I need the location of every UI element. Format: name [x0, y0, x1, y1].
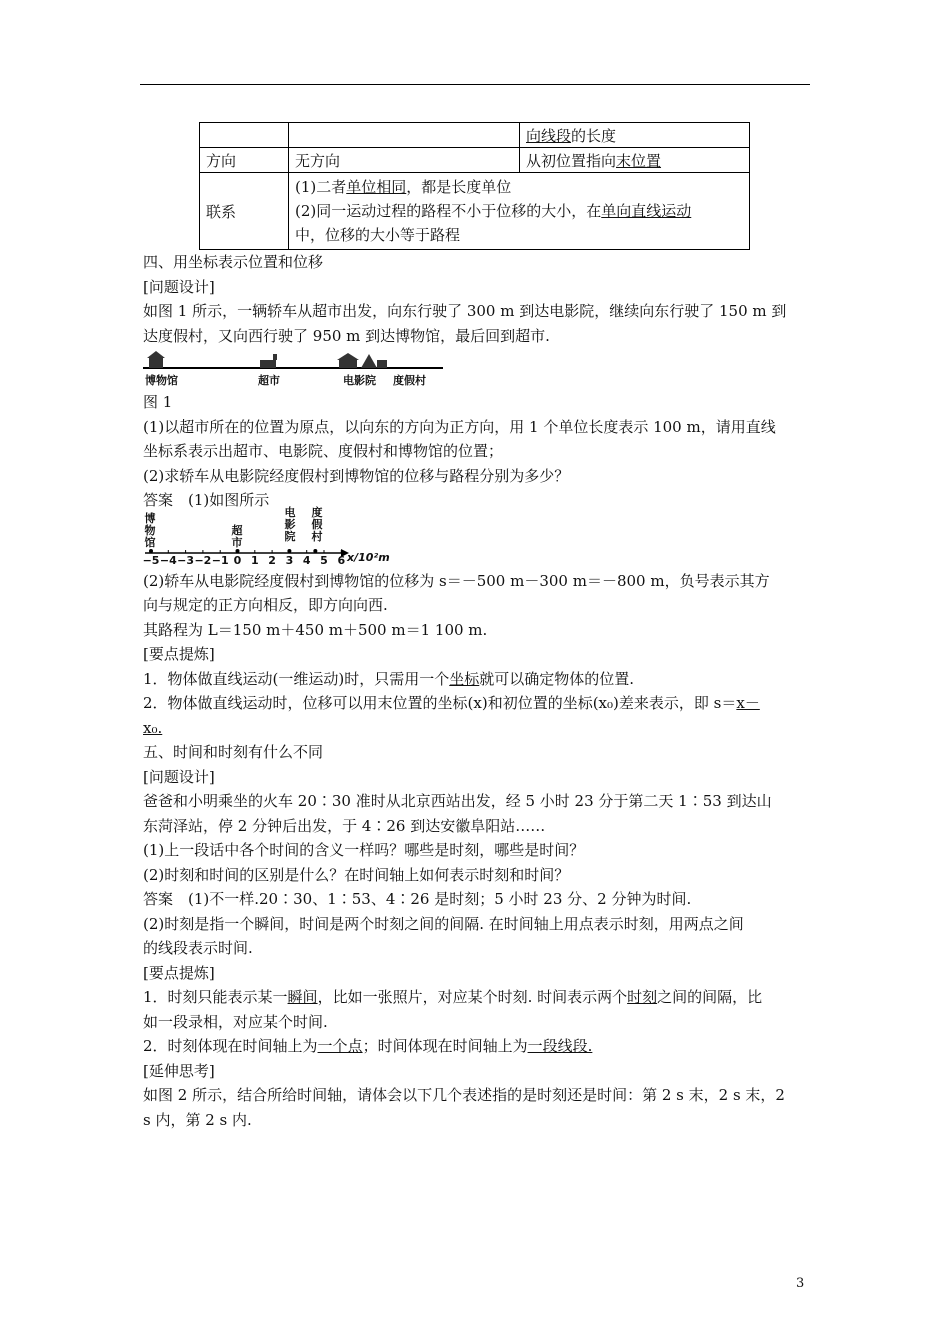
key-point [143, 691, 810, 716]
underlined-answer: x₀. [143, 718, 163, 737]
section-4-questions [143, 390, 810, 513]
subheading: [问题设计] [143, 277, 215, 296]
axis-tick-label: 1 [250, 553, 259, 567]
paragraph-line: 达度假村，又向西行驶了 950 m 到达博物馆，最后回到超市. [143, 326, 550, 345]
key-point [143, 985, 810, 1010]
underlined-answer: 末位置 [616, 151, 662, 170]
table-text: (2)同一运动过程的路程不小于位移的大小，在 [295, 202, 602, 220]
underlined-answer: 一个点 [317, 1037, 363, 1055]
table-row [200, 123, 750, 148]
answer-line: 的线段表示时间. [143, 939, 253, 957]
underlined-answer: 坐标 [449, 669, 480, 688]
underlined-answer: 向线段 [526, 126, 572, 145]
paragraph-line: (2)求轿车从电影院经度假村到博物馆的位移与路程分别为多少？ [143, 466, 570, 485]
table-text: (1)二者 [295, 178, 347, 196]
key-text: 2．时刻体现在时间轴上为 [143, 1037, 318, 1055]
table-text: 从初位置指向 [526, 151, 617, 170]
underlined-answer: 单位相同 [346, 178, 407, 196]
coordinate-axis-figure [142, 505, 810, 567]
answer-line: 向与规定的正方向相反，即方向向西. [143, 596, 388, 614]
axis-tick-label: −2 [194, 553, 212, 567]
table-cell [289, 173, 750, 250]
key-text: 就可以确定物体的位置. [479, 669, 635, 688]
subheading: [问题设计] [143, 767, 215, 786]
table-cell: 方向 [200, 148, 289, 173]
map-label-supermarket: 超市 [258, 374, 280, 387]
key-text: 2．物体做直线运动时，位移可以用末位置的坐标(x)和初位置的坐标(x₀)差来表示，即 s＝ [143, 694, 737, 712]
axis-tick-label: −5 [142, 553, 160, 567]
axis-tick-label: 0 [233, 553, 242, 567]
section-5 [143, 740, 810, 1132]
axis-tick-label: 3 [285, 553, 294, 567]
paragraph-line: (1)上一段话中各个时间的含义一样吗？哪些是时刻，哪些是时间？ [143, 841, 585, 859]
resort-icon [361, 354, 387, 368]
supermarket-icon [260, 354, 277, 368]
subheading: [延伸思考] [143, 1061, 215, 1080]
key-point [143, 716, 810, 741]
page-content [143, 122, 810, 1132]
table-text: 的长度 [571, 126, 617, 145]
axis-unit-label: x/10²m [347, 550, 390, 564]
map-label-museum: 博物馆 [145, 374, 178, 387]
paragraph-line: 爸爸和小明乘坐的火车 20∶30 准时从北京西站出发，经 5 小时 23 分于第二天 1∶53 到达山 [143, 792, 772, 810]
subheading: [要点提炼] [143, 645, 215, 663]
answer-line: (2)轿车从电影院经度假村到博物馆的位移为 s＝－500 m－300 m＝－800 m，负号表示其方 [143, 571, 770, 590]
section-4-answers [143, 569, 810, 741]
table-cell [289, 123, 520, 148]
table-text: ，都是长度单位 [406, 178, 512, 196]
axis-place-museum: 博 物 馆 [144, 511, 156, 549]
map-label-cinema: 电影院 [343, 374, 376, 387]
axis-place-cinema: 电 影 院 [284, 505, 296, 543]
key-point [143, 667, 810, 692]
axis-place-supermarket: 超 市 [231, 523, 243, 549]
paragraph-line: s 内，第 2 s 内. [143, 1110, 252, 1129]
key-text: 1．时刻只能表示某一 [143, 988, 288, 1006]
axis-tick-label: −4 [159, 553, 177, 567]
museum-icon [147, 351, 165, 368]
comparison-table [199, 122, 750, 250]
underlined-answer: 瞬间 [287, 988, 318, 1006]
figure-caption: 图 1 [143, 393, 173, 411]
key-point [143, 1034, 810, 1059]
subheading: [要点提炼] [143, 963, 215, 982]
axis-tick-label: 5 [320, 553, 328, 567]
axis-tick-label: 6 [337, 553, 346, 567]
axis-tick-label: −1 [211, 553, 229, 567]
section-title: 四、用坐标表示位置和位移 [143, 253, 324, 271]
axis-place-resort: 度 假 村 [311, 505, 323, 543]
underlined-answer: 时刻 [627, 988, 658, 1006]
table-cell [520, 123, 750, 148]
key-text: ，比如一张照片，对应某个时刻. 时间表示两个 [317, 988, 628, 1006]
answer-line: 其路程为 L＝150 m＋450 m＋500 m＝1 100 m. [143, 620, 488, 639]
answer-line: 答案 (1)如图所示 [143, 491, 270, 509]
axis-tick-label: 2 [268, 553, 276, 567]
answer-line: (2)时刻是指一个瞬间，时间是两个时刻之间的间隔. 在时间轴上用点表示时刻，用两点之间 [143, 914, 744, 933]
paragraph-line: 东菏泽站，停 2 分钟后出发，于 4∶26 到达安徽阜阳站…… [143, 816, 546, 835]
section-title: 五、时间和时刻有什么不同 [143, 743, 324, 761]
table-row [200, 173, 750, 250]
table-cell [200, 123, 289, 148]
paragraph-line: (2)时刻和时间的区别是什么？在时间轴上如何表示时刻和时间？ [143, 865, 570, 884]
paragraph-line: 如图 1 所示，一辆轿车从超市出发，向东行驶了 300 m 到达电影院，继续向东行驶了 150 m 到 [143, 302, 787, 320]
table-cell [520, 148, 750, 173]
paragraph-line: (1)以超市所在的位置为原点，以向东的方向为正方向，用 1 个单位长度表示 100 m，请用直线 [143, 417, 776, 436]
key-text: ；时间体现在时间轴上为 [362, 1037, 528, 1055]
key-text: 之间的间隔，比 [657, 988, 763, 1006]
table-cell: 无方向 [289, 148, 520, 173]
underlined-answer: 单向直线运动 [601, 202, 692, 220]
figure-1-map [143, 348, 810, 388]
table-text: 中，位移的大小等于路程 [295, 226, 461, 244]
key-point: 如一段录相，对应某个时间. [143, 1012, 328, 1031]
header-rule [140, 84, 810, 85]
answer-line: 答案 (1)不一样.20∶30、1∶53、4∶26 是时刻；5 小时 23 分、2 分钟为时间. [143, 890, 692, 908]
table-cell: 联系 [200, 173, 289, 250]
page-number: 3 [796, 1276, 805, 1291]
key-text: 1．物体做直线运动(一维运动)时，只需用一个 [143, 669, 450, 688]
axis-tick-label: −3 [177, 553, 195, 567]
cinema-icon [337, 353, 359, 368]
underlined-answer: x－ [736, 694, 760, 712]
axis-tick-label: 4 [302, 553, 311, 567]
paragraph-line: 坐标系表示出超市、电影院、度假村和博物馆的位置； [143, 442, 504, 460]
table-row [200, 148, 750, 173]
underlined-answer: 一段线段. [527, 1037, 593, 1055]
map-label-resort: 度假村 [393, 374, 426, 387]
section-4 [143, 250, 810, 348]
paragraph-line: 如图 2 所示，结合所给时间轴，请体会以下几个表述指的是时刻还是时间：第 2 s 末，2 s 末，2 [143, 1086, 785, 1104]
